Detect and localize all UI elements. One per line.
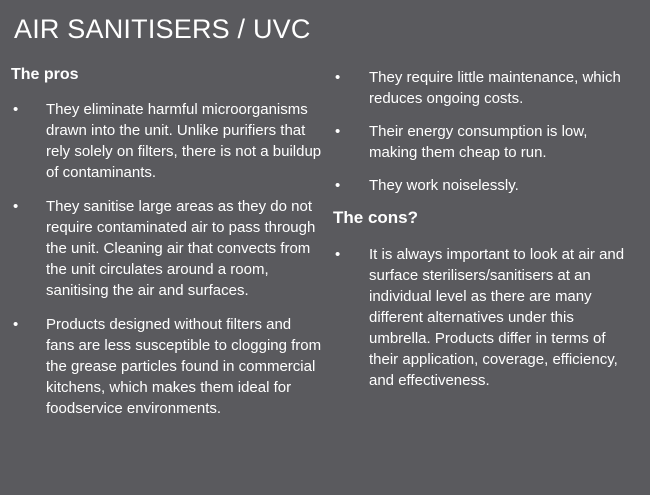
page-title: AIR SANITISERS / UVC	[14, 14, 311, 44]
bullet-icon: •	[13, 198, 19, 215]
list-item	[333, 244, 638, 391]
list-item-text: They require little maintenance, which reduces ongoing costs.	[369, 69, 621, 107]
title-band	[0, 0, 650, 58]
list-item	[333, 121, 638, 163]
bullet-icon: •	[335, 69, 341, 86]
bullet-icon: •	[13, 101, 19, 118]
pros-list	[11, 99, 323, 419]
list-item-text: They sanitise large areas as they do not require contaminated air to pass through the unit. Cleaning air that convects from the unit circulates around a room, sanitising the air and surfaces.	[46, 198, 316, 299]
cons-heading: The cons?	[333, 208, 419, 227]
bullet-icon: •	[335, 123, 341, 140]
list-item	[333, 175, 638, 196]
list-item-text: Their energy consumption is low, making them cheap to run.	[369, 123, 588, 161]
bullet-icon: •	[335, 246, 341, 263]
pros-heading: The pros	[11, 66, 79, 83]
pros-list-continued	[333, 67, 638, 196]
cons-list	[333, 244, 638, 391]
list-item	[11, 314, 323, 419]
bullet-icon: •	[13, 316, 19, 333]
list-item	[333, 67, 638, 109]
list-item-text: It is always important to look at air and surface sterilisers/sanitisers at an individual level as there are many different alternatives under this umbrella. Products differ in terms of their application, coverage, efficiency, and effectiveness.	[369, 246, 625, 389]
bullet-icon: •	[335, 177, 341, 194]
list-item	[11, 196, 323, 301]
list-item-text: Products designed without filters and fans are less susceptible to clogging from the grease particles found in commercial kitchens, which makes them ideal for foodservice environments.	[46, 316, 322, 417]
list-item-text: They work noiselessly.	[369, 177, 519, 194]
list-item	[11, 99, 323, 183]
list-item-text: They eliminate harmful microorganisms drawn into the unit. Unlike purifiers that rely solely on filters, there is not a buildup of contaminants.	[46, 101, 322, 181]
